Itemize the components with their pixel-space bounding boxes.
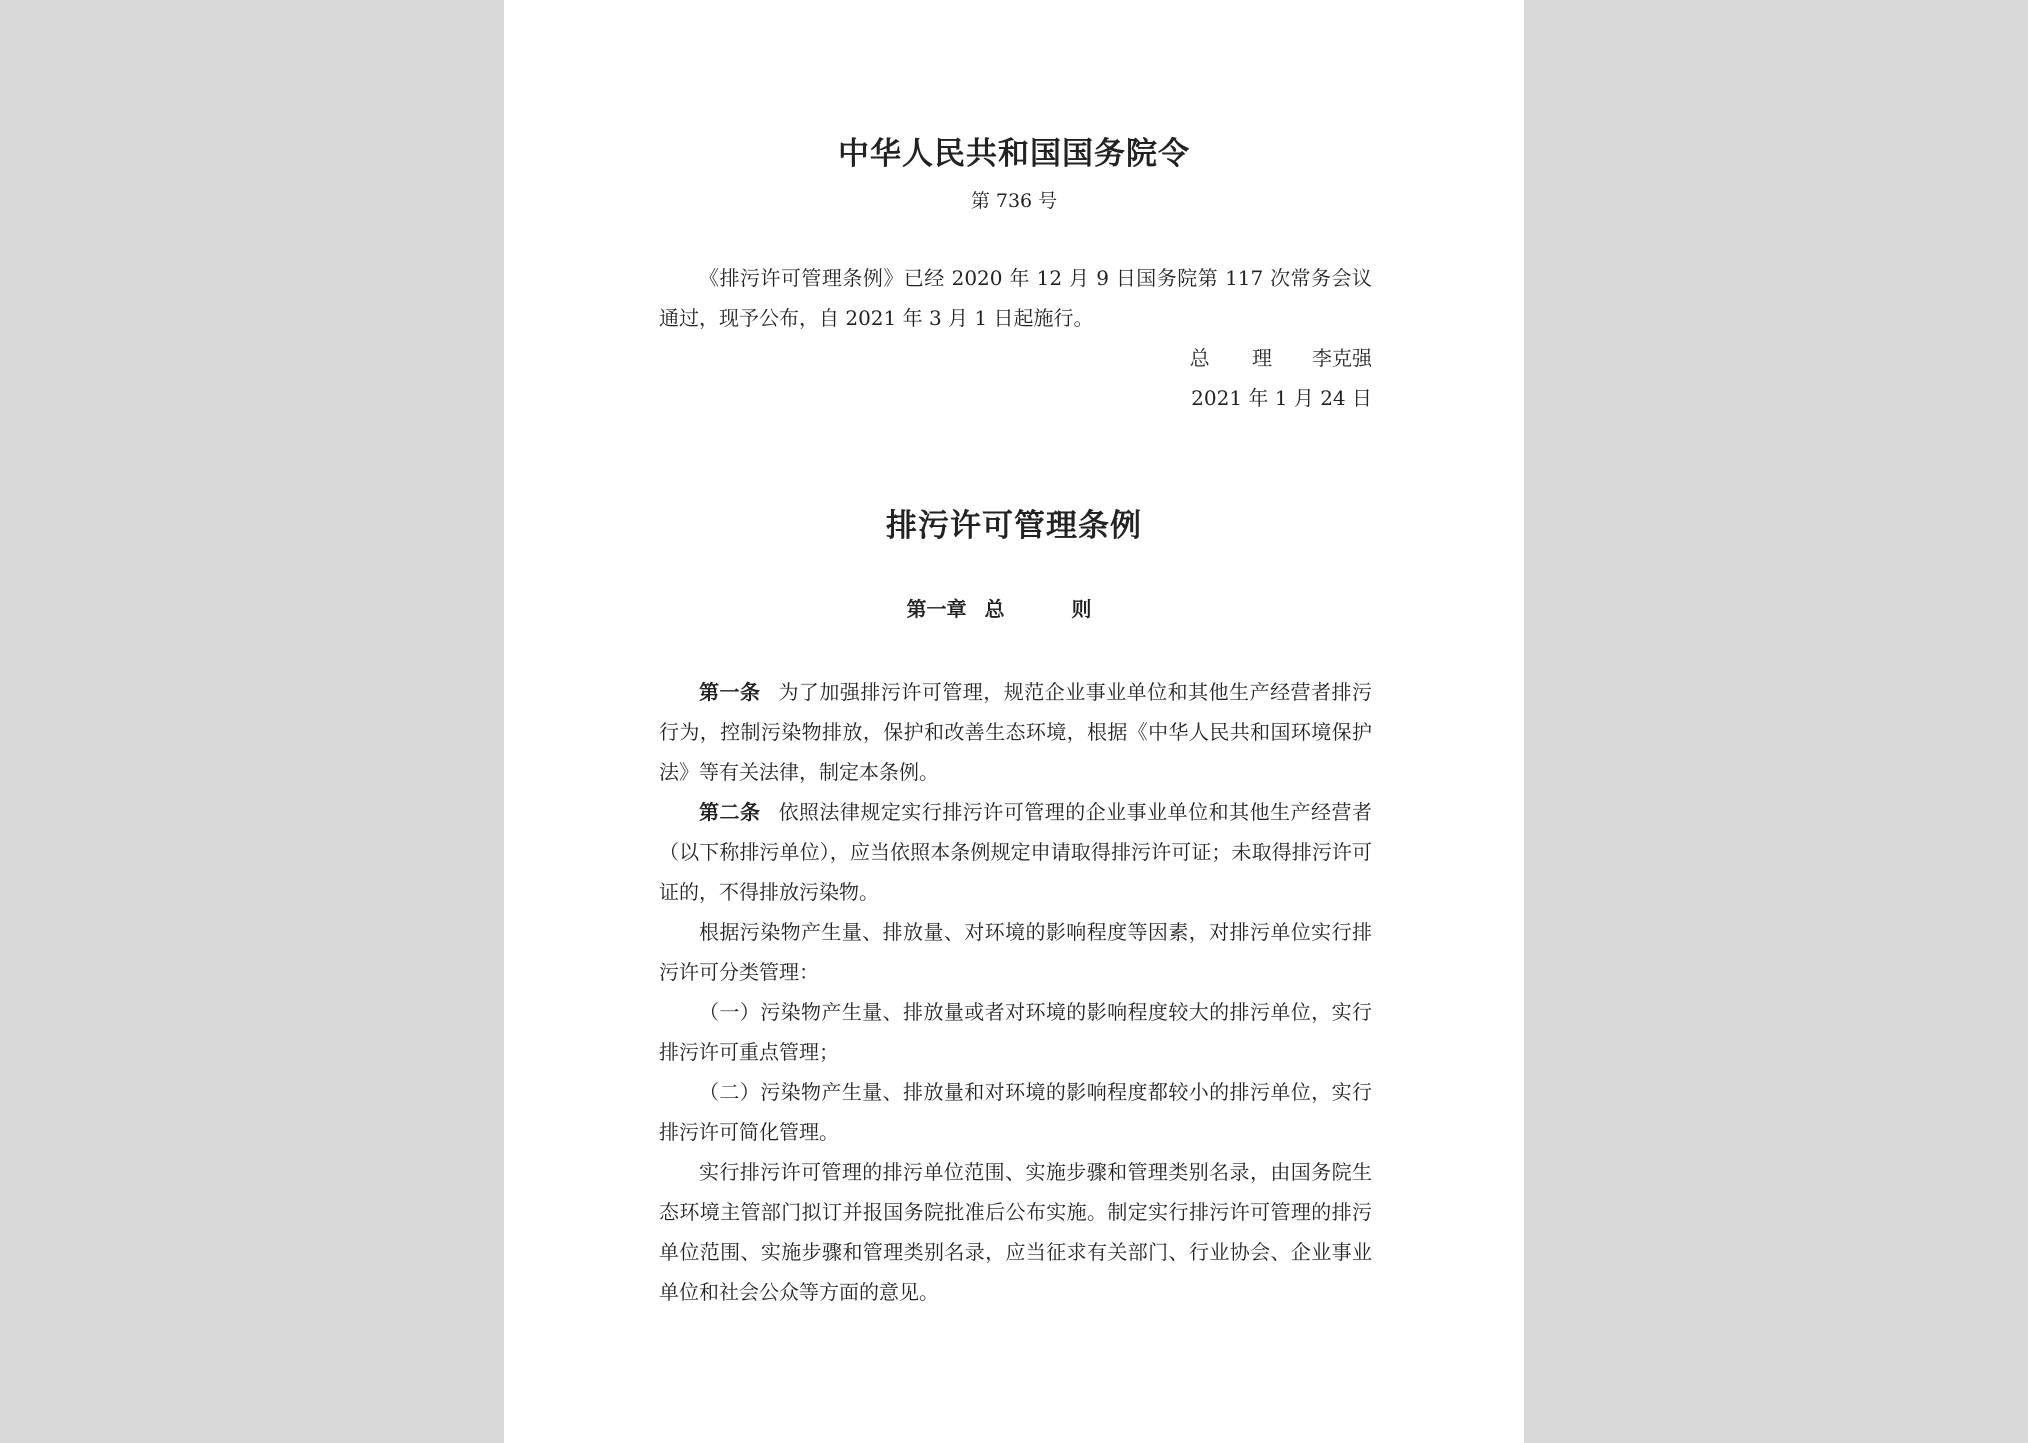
classification-paragraph: 根据污染物产生量、排放量、对环境的影响程度等因素，对排污单位实行排污许可分类管理： — [659, 920, 1372, 984]
article-2-label: 第二条 — [699, 800, 761, 824]
signer-name: 李克强 — [1312, 346, 1372, 370]
chapter-number: 第一章 — [906, 597, 967, 621]
decree-number: 第 736 号 — [970, 190, 1058, 212]
chapter-name: 总 则 — [984, 597, 1122, 621]
signer-line — [1190, 338, 1372, 378]
article-2 — [659, 792, 1372, 912]
article-2-text: 依照法律规定实行排污许可管理的企业事业单位和其他生产经营者（以下称排污单位），应当依照本条例规定申请取得排污许可证；未取得排污许可证的，不得排放污染物。 — [659, 800, 1373, 904]
signer-role: 总 理 — [1189, 346, 1290, 370]
document-page — [504, 0, 1524, 1443]
article-1-label: 第一条 — [699, 680, 761, 704]
regulation-body — [659, 672, 1372, 1312]
signing-date: 2021 年 1 月 24 日 — [1191, 386, 1372, 410]
scope-paragraph: 实行排污许可管理的排污单位范围、实施步骤和管理类别名录，由国务院生态环境主管部门拟订并报国务院批准后公布实施。制定实行排污许可管理的排污单位范围、实施步骤和管理类别名录，应当征求有关部门、行业协会、企业事业单位和社会公众等方面的意见。 — [659, 1160, 1372, 1304]
article-1 — [659, 672, 1372, 792]
decree-title: 中华人民共和国国务院令 — [838, 136, 1190, 172]
decree-paragraph: 《排污许可管理条例》已经 2020 年 12 月 9 日国务院第 117 次常务会议通过，现予公布，自 2021 年 3 月 1 日起施行。 — [659, 266, 1372, 330]
article-1-text: 为了加强排污许可管理，规范企业事业单位和其他生产经营者排污行为，控制污染物排放，保护和改善生态环境，根据《中华人民共和国环境保护法》等有关法律，制定本条例。 — [659, 680, 1373, 784]
chapter-heading — [504, 593, 1524, 622]
item-2: （二）污染物产生量、排放量和对环境的影响程度都较小的排污单位，实行排污许可简化管理。 — [659, 1080, 1372, 1144]
regulation-title: 排污许可管理条例 — [886, 508, 1142, 544]
item-1: （一）污染物产生量、排放量或者对环境的影响程度较大的排污单位，实行排污许可重点管理； — [659, 1000, 1372, 1064]
